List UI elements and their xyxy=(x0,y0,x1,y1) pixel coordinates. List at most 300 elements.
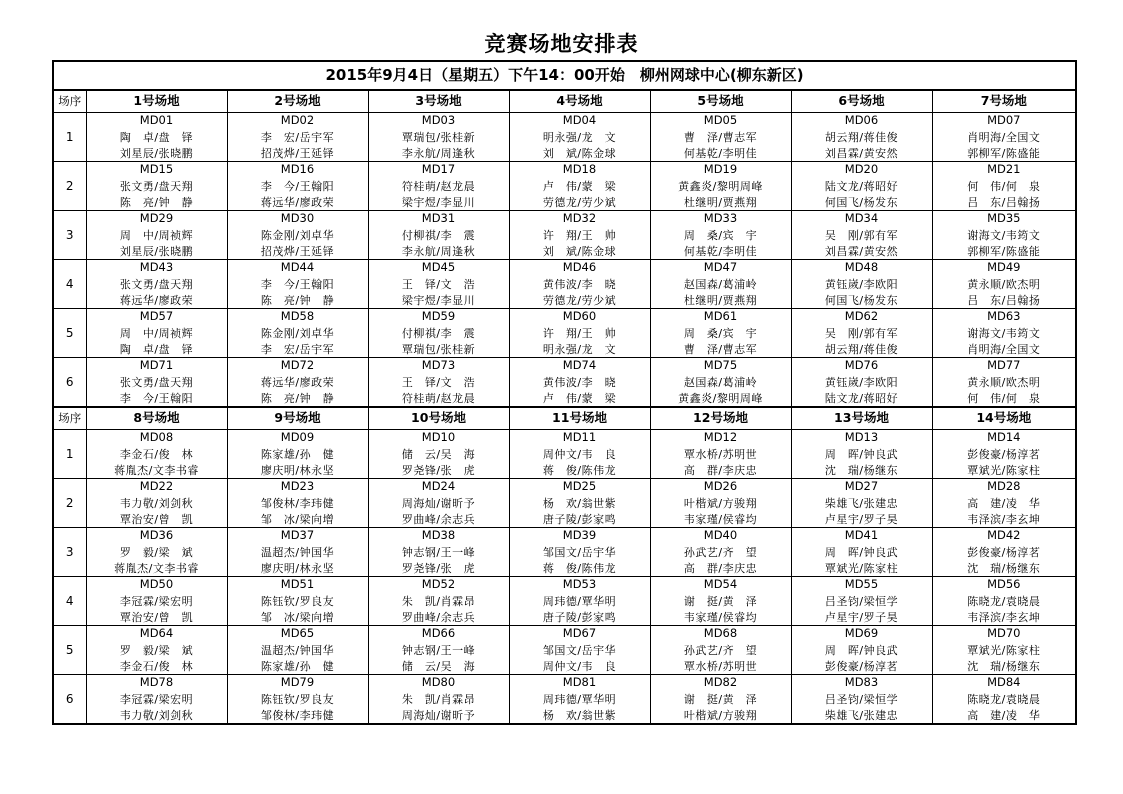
player-pair: 肖明海/全国文 xyxy=(932,129,1076,145)
player-row xyxy=(53,243,1076,260)
player-pair: 周仲文/韦 良 xyxy=(509,658,650,675)
player-row xyxy=(53,390,1076,407)
player-pair: 张文勇/盘天翔 xyxy=(86,374,227,390)
player-pair: 覃斌光/陈家柱 xyxy=(932,462,1076,479)
player-pair: 赵国森/葛浦岭 xyxy=(650,374,791,390)
player-pair: 周 桑/宾 宇 xyxy=(650,325,791,341)
match-code: MD41 xyxy=(791,528,932,545)
match-code: MD78 xyxy=(86,675,227,692)
player-row xyxy=(53,276,1076,292)
schedule-table xyxy=(52,60,1077,725)
match-code-row xyxy=(53,528,1076,545)
match-code: MD23 xyxy=(227,479,368,496)
player-pair: 赵国森/葛浦岭 xyxy=(650,276,791,292)
player-pair: 陈晓龙/袁晓晨 xyxy=(932,593,1076,609)
court-header: 8号场地 xyxy=(86,407,227,430)
match-code: MD24 xyxy=(368,479,509,496)
player-pair: 何国飞/杨发东 xyxy=(791,194,932,211)
player-pair: 谢海文/韦筠文 xyxy=(932,227,1076,243)
player-pair: 邹国文/岳宇华 xyxy=(509,642,650,658)
player-pair: 韦家瑾/侯睿均 xyxy=(650,511,791,528)
player-row xyxy=(53,707,1076,724)
match-code-row xyxy=(53,577,1076,594)
player-pair: 陈家雄/孙 健 xyxy=(227,658,368,675)
player-row xyxy=(53,374,1076,390)
player-pair: 陈 亮/钟 静 xyxy=(86,194,227,211)
match-code: MD80 xyxy=(368,675,509,692)
match-code-row xyxy=(53,626,1076,643)
player-pair: 储 云/吴 海 xyxy=(368,658,509,675)
player-pair: 覃瑞包/张桂新 xyxy=(368,129,509,145)
player-pair: 黄钰嵗/李欧阳 xyxy=(791,276,932,292)
player-pair: 周玮德/覃华明 xyxy=(509,691,650,707)
player-pair: 符桂萌/赵龙晨 xyxy=(368,178,509,194)
player-pair: 黄永顺/欧杰明 xyxy=(932,374,1076,390)
round-seq: 2 xyxy=(53,479,86,528)
match-code: MD81 xyxy=(509,675,650,692)
player-row xyxy=(53,129,1076,145)
match-code-row xyxy=(53,162,1076,179)
player-pair: 招茂烨/王延铎 xyxy=(227,243,368,260)
player-pair: 罗尧锋/张 虎 xyxy=(368,462,509,479)
round-seq: 3 xyxy=(53,211,86,260)
player-pair: 李永航/周逢秋 xyxy=(368,145,509,162)
player-pair: 黄伟波/李 晓 xyxy=(509,276,650,292)
match-code: MD61 xyxy=(650,309,791,326)
player-pair: 陈钰钦/罗良友 xyxy=(227,593,368,609)
court-header: 10号场地 xyxy=(368,407,509,430)
match-code: MD02 xyxy=(227,113,368,130)
player-pair: 柴雄飞/张建忠 xyxy=(791,707,932,724)
player-pair: 廖庆明/林永坚 xyxy=(227,560,368,577)
player-pair: 孙武艺/齐 望 xyxy=(650,642,791,658)
court-header: 11号场地 xyxy=(509,407,650,430)
match-code: MD11 xyxy=(509,430,650,447)
player-pair: 温超杰/钟国华 xyxy=(227,642,368,658)
player-pair: 蒋远华/廖政荣 xyxy=(227,374,368,390)
player-pair: 张文勇/盘天翔 xyxy=(86,276,227,292)
player-pair: 明永强/龙 文 xyxy=(509,129,650,145)
player-pair: 彭俊豪/杨淳茗 xyxy=(932,544,1076,560)
player-pair: 李冠霖/梁宏明 xyxy=(86,593,227,609)
player-pair: 陈晓龙/袁晓晨 xyxy=(932,691,1076,707)
player-row xyxy=(53,658,1076,675)
player-pair: 邹 冰/梁向增 xyxy=(227,609,368,626)
player-pair: 周仲文/韦 良 xyxy=(509,446,650,462)
match-code: MD27 xyxy=(791,479,932,496)
round-seq: 2 xyxy=(53,162,86,211)
player-pair: 韦力敬/刘剑秋 xyxy=(86,707,227,724)
player-pair: 刘 斌/陈金球 xyxy=(509,243,650,260)
player-row xyxy=(53,462,1076,479)
player-pair: 刘昌霖/黄安然 xyxy=(791,145,932,162)
player-pair: 邹俊林/李玮健 xyxy=(227,707,368,724)
match-code: MD53 xyxy=(509,577,650,594)
player-pair: 高 建/凌 华 xyxy=(932,707,1076,724)
match-code: MD57 xyxy=(86,309,227,326)
match-code-row xyxy=(53,211,1076,228)
player-row xyxy=(53,227,1076,243)
player-pair: 周 晖/钟良武 xyxy=(791,642,932,658)
player-pair: 吴 刚/郭有军 xyxy=(791,325,932,341)
match-code-row xyxy=(53,113,1076,130)
player-pair: 彭俊豪/杨淳茗 xyxy=(791,658,932,675)
match-code: MD21 xyxy=(932,162,1076,179)
match-code: MD36 xyxy=(86,528,227,545)
player-pair: 曹 泽/曹志军 xyxy=(650,129,791,145)
player-pair: 罗曲峰/余志兵 xyxy=(368,609,509,626)
player-pair: 陈金刚/刘卓华 xyxy=(227,227,368,243)
player-row xyxy=(53,544,1076,560)
player-pair: 谢海文/韦筠文 xyxy=(932,325,1076,341)
player-row xyxy=(53,609,1076,626)
match-code: MD16 xyxy=(227,162,368,179)
player-pair: 明永强/龙 文 xyxy=(509,341,650,358)
round-seq: 5 xyxy=(53,626,86,675)
player-row xyxy=(53,495,1076,511)
player-pair: 覃治安/曾 凯 xyxy=(86,511,227,528)
player-pair: 黄鑫炎/黎明周峰 xyxy=(650,390,791,407)
player-pair: 韦泽滨/李玄坤 xyxy=(932,511,1076,528)
player-pair: 钟志钢/王一峰 xyxy=(368,642,509,658)
page-title: 竞赛场地安排表 xyxy=(484,32,639,56)
player-pair: 罗尧锋/张 虎 xyxy=(368,560,509,577)
match-code: MD62 xyxy=(791,309,932,326)
player-pair: 陆文龙/蒋昭好 xyxy=(791,178,932,194)
court-header-row xyxy=(53,90,1076,113)
match-code: MD45 xyxy=(368,260,509,277)
match-code: MD31 xyxy=(368,211,509,228)
match-code: MD03 xyxy=(368,113,509,130)
court-header: 6号场地 xyxy=(791,90,932,113)
player-pair: 陈金刚/刘卓华 xyxy=(227,325,368,341)
player-pair: 吴 刚/郭有军 xyxy=(791,227,932,243)
match-code: MD26 xyxy=(650,479,791,496)
player-pair: 付柳祺/李 震 xyxy=(368,227,509,243)
player-pair: 钟志钢/王一峰 xyxy=(368,544,509,560)
player-pair: 蒋远华/廖政荣 xyxy=(86,292,227,309)
match-code-row xyxy=(53,479,1076,496)
player-pair: 李永航/周逢秋 xyxy=(368,243,509,260)
match-code-row xyxy=(53,260,1076,277)
player-pair: 朱 凯/肖霖昂 xyxy=(368,593,509,609)
player-pair: 覃斌光/陈家柱 xyxy=(932,642,1076,658)
court-header: 1号场地 xyxy=(86,90,227,113)
player-pair: 罗 毅/梁 斌 xyxy=(86,642,227,658)
court-header: 13号场地 xyxy=(791,407,932,430)
player-pair: 孙武艺/齐 望 xyxy=(650,544,791,560)
player-pair: 黄钰嵗/李欧阳 xyxy=(791,374,932,390)
round-seq: 1 xyxy=(53,113,86,162)
player-pair: 梁宇煜/李显川 xyxy=(368,292,509,309)
player-pair: 邹国文/岳宇华 xyxy=(509,544,650,560)
player-pair: 沈 瑞/杨继东 xyxy=(791,462,932,479)
player-pair: 卢星宇/罗子昊 xyxy=(791,511,932,528)
match-code: MD09 xyxy=(227,430,368,447)
player-pair: 陶 卓/盘 铎 xyxy=(86,129,227,145)
player-pair: 杜继明/贾燕翔 xyxy=(650,194,791,211)
player-pair: 温超杰/钟国华 xyxy=(227,544,368,560)
seq-header: 场序 xyxy=(53,407,86,430)
player-row xyxy=(53,325,1076,341)
match-code: MD44 xyxy=(227,260,368,277)
court-header: 14号场地 xyxy=(932,407,1076,430)
player-pair: 唐子陵/彭家鸣 xyxy=(509,609,650,626)
player-pair: 蒋 俊/陈伟龙 xyxy=(509,462,650,479)
player-pair: 覃水桥/苏明世 xyxy=(650,446,791,462)
player-row xyxy=(53,642,1076,658)
player-pair: 朱 凯/肖霖昂 xyxy=(368,691,509,707)
match-code: MD06 xyxy=(791,113,932,130)
player-pair: 陶 卓/盘 铎 xyxy=(86,341,227,358)
match-code: MD47 xyxy=(650,260,791,277)
player-pair: 吕圣钧/梁恒学 xyxy=(791,691,932,707)
player-pair: 王 铎/文 浩 xyxy=(368,276,509,292)
player-pair: 陈 亮/钟 静 xyxy=(227,292,368,309)
player-pair: 黄鑫炎/黎明周峰 xyxy=(650,178,791,194)
player-pair: 李 宏/岳宇军 xyxy=(227,341,368,358)
player-pair: 刘星辰/张晓鹏 xyxy=(86,243,227,260)
player-pair: 周 桑/宾 宇 xyxy=(650,227,791,243)
player-pair: 韦家瑾/侯睿均 xyxy=(650,609,791,626)
player-pair: 彭俊豪/杨淳茗 xyxy=(932,446,1076,462)
player-pair: 覃斌光/陈家柱 xyxy=(791,560,932,577)
match-code: MD40 xyxy=(650,528,791,545)
player-pair: 王 铎/文 浩 xyxy=(368,374,509,390)
player-pair: 蒋胤杰/文李书睿 xyxy=(86,560,227,577)
match-code: MD82 xyxy=(650,675,791,692)
player-pair: 柴雄飞/张建忠 xyxy=(791,495,932,511)
match-code: MD63 xyxy=(932,309,1076,326)
match-code: MD14 xyxy=(932,430,1076,447)
player-pair: 卢星宇/罗子昊 xyxy=(791,609,932,626)
match-code: MD30 xyxy=(227,211,368,228)
player-pair: 李金石/俊 林 xyxy=(86,658,227,675)
match-code-row xyxy=(53,675,1076,692)
court-header: 9号场地 xyxy=(227,407,368,430)
match-code: MD76 xyxy=(791,358,932,375)
match-code: MD49 xyxy=(932,260,1076,277)
player-pair: 蒋远华/廖政荣 xyxy=(227,194,368,211)
match-code: MD64 xyxy=(86,626,227,643)
player-pair: 周 中/周祯辉 xyxy=(86,325,227,341)
player-row xyxy=(53,511,1076,528)
player-pair: 符桂萌/赵龙晨 xyxy=(368,390,509,407)
match-code: MD15 xyxy=(86,162,227,179)
match-code: MD56 xyxy=(932,577,1076,594)
match-code: MD10 xyxy=(368,430,509,447)
match-code: MD29 xyxy=(86,211,227,228)
player-pair: 梁宇煜/李显川 xyxy=(368,194,509,211)
player-pair: 韦力敬/刘剑秋 xyxy=(86,495,227,511)
match-code: MD46 xyxy=(509,260,650,277)
player-row xyxy=(53,446,1076,462)
match-code: MD59 xyxy=(368,309,509,326)
match-code: MD25 xyxy=(509,479,650,496)
player-pair: 韦泽滨/李玄坤 xyxy=(932,609,1076,626)
player-pair: 劳德龙/劳少斌 xyxy=(509,194,650,211)
match-code-row xyxy=(53,358,1076,375)
match-code: MD72 xyxy=(227,358,368,375)
match-code: MD28 xyxy=(932,479,1076,496)
player-row xyxy=(53,178,1076,194)
player-pair: 何 伟/何 泉 xyxy=(932,178,1076,194)
match-code: MD77 xyxy=(932,358,1076,375)
round-seq: 4 xyxy=(53,260,86,309)
match-code: MD34 xyxy=(791,211,932,228)
player-pair: 沈 瑞/杨继东 xyxy=(932,658,1076,675)
player-pair: 许 翔/王 帅 xyxy=(509,227,650,243)
match-code: MD19 xyxy=(650,162,791,179)
match-code: MD39 xyxy=(509,528,650,545)
match-code: MD20 xyxy=(791,162,932,179)
round-seq: 6 xyxy=(53,675,86,725)
match-code: MD35 xyxy=(932,211,1076,228)
match-code: MD52 xyxy=(368,577,509,594)
player-pair: 卢 伟/蒙 梁 xyxy=(509,390,650,407)
player-pair: 周 晖/钟良武 xyxy=(791,446,932,462)
seq-header: 场序 xyxy=(53,90,86,113)
match-code: MD42 xyxy=(932,528,1076,545)
player-pair: 吕圣钧/梁恒学 xyxy=(791,593,932,609)
player-pair: 李 今/王翰阳 xyxy=(227,276,368,292)
round-seq: 5 xyxy=(53,309,86,358)
match-code: MD08 xyxy=(86,430,227,447)
match-code: MD17 xyxy=(368,162,509,179)
player-pair: 邹俊林/李玮健 xyxy=(227,495,368,511)
player-pair: 高 建/凌 华 xyxy=(932,495,1076,511)
player-pair: 陈钰钦/罗良友 xyxy=(227,691,368,707)
player-pair: 叶楷斌/方骏翔 xyxy=(650,495,791,511)
player-row xyxy=(53,145,1076,162)
match-code: MD01 xyxy=(86,113,227,130)
player-row xyxy=(53,691,1076,707)
player-pair: 邹 冰/梁向增 xyxy=(227,511,368,528)
player-pair: 高 群/李庆忠 xyxy=(650,560,791,577)
match-code: MD66 xyxy=(368,626,509,643)
match-code: MD67 xyxy=(509,626,650,643)
match-code: MD33 xyxy=(650,211,791,228)
match-code-row xyxy=(53,430,1076,447)
player-pair: 付柳祺/李 震 xyxy=(368,325,509,341)
match-code: MD13 xyxy=(791,430,932,447)
court-header-row xyxy=(53,407,1076,430)
match-code: MD51 xyxy=(227,577,368,594)
player-pair: 何基乾/李明佳 xyxy=(650,145,791,162)
player-pair: 肖明海/全国文 xyxy=(932,341,1076,358)
player-pair: 陈 亮/钟 静 xyxy=(227,390,368,407)
round-seq: 1 xyxy=(53,430,86,479)
player-pair: 覃瑞包/张桂新 xyxy=(368,341,509,358)
match-code: MD54 xyxy=(650,577,791,594)
match-code: MD50 xyxy=(86,577,227,594)
round-seq: 6 xyxy=(53,358,86,408)
player-pair: 李 宏/岳宇军 xyxy=(227,129,368,145)
player-pair: 陆文龙/蒋昭好 xyxy=(791,390,932,407)
player-pair: 廖庆明/林永坚 xyxy=(227,462,368,479)
match-code: MD65 xyxy=(227,626,368,643)
player-pair: 杜继明/贾燕翔 xyxy=(650,292,791,309)
player-row xyxy=(53,341,1076,358)
player-pair: 周玮德/覃华明 xyxy=(509,593,650,609)
match-code: MD79 xyxy=(227,675,368,692)
player-pair: 曹 泽/曹志军 xyxy=(650,341,791,358)
player-pair: 周海灿/谢昕予 xyxy=(368,707,509,724)
player-row xyxy=(53,560,1076,577)
court-header: 5号场地 xyxy=(650,90,791,113)
player-pair: 何基乾/李明佳 xyxy=(650,243,791,260)
player-row xyxy=(53,292,1076,309)
player-pair: 刘 斌/陈金球 xyxy=(509,145,650,162)
player-pair: 蒋胤杰/文李书睿 xyxy=(86,462,227,479)
court-header: 4号场地 xyxy=(509,90,650,113)
player-pair: 郭柳军/陈盛能 xyxy=(932,243,1076,260)
player-pair: 谢 挺/黄 泽 xyxy=(650,593,791,609)
player-pair: 谢 挺/黄 泽 xyxy=(650,691,791,707)
player-pair: 李金石/俊 林 xyxy=(86,446,227,462)
match-code: MD43 xyxy=(86,260,227,277)
player-pair: 郭柳军/陈盛能 xyxy=(932,145,1076,162)
player-pair: 罗 毅/梁 斌 xyxy=(86,544,227,560)
court-header: 7号场地 xyxy=(932,90,1076,113)
player-pair: 唐子陵/彭家鸣 xyxy=(509,511,650,528)
player-pair: 劳德龙/劳少斌 xyxy=(509,292,650,309)
player-pair: 何 伟/何 泉 xyxy=(932,390,1076,407)
match-code: MD05 xyxy=(650,113,791,130)
schedule-subtitle: 2015年9月4日（星期五）下午14：00开始 柳州网球中心(柳东新区) xyxy=(53,61,1076,90)
player-pair: 李 今/王翰阳 xyxy=(227,178,368,194)
player-pair: 蒋 俊/陈伟龙 xyxy=(509,560,650,577)
court-header: 2号场地 xyxy=(227,90,368,113)
match-code: MD58 xyxy=(227,309,368,326)
match-code: MD48 xyxy=(791,260,932,277)
match-code: MD70 xyxy=(932,626,1076,643)
player-pair: 覃水桥/苏明世 xyxy=(650,658,791,675)
player-pair: 刘昌霖/黄安然 xyxy=(791,243,932,260)
round-seq: 4 xyxy=(53,577,86,626)
player-pair: 刘星辰/张晓鹏 xyxy=(86,145,227,162)
player-pair: 吕 东/吕翰扬 xyxy=(932,194,1076,211)
match-code: MD69 xyxy=(791,626,932,643)
match-code: MD55 xyxy=(791,577,932,594)
match-code: MD04 xyxy=(509,113,650,130)
player-pair: 储 云/吴 海 xyxy=(368,446,509,462)
player-row xyxy=(53,593,1076,609)
player-pair: 何国飞/杨发东 xyxy=(791,292,932,309)
match-code: MD84 xyxy=(932,675,1076,692)
match-code: MD60 xyxy=(509,309,650,326)
match-code: MD18 xyxy=(509,162,650,179)
court-header: 12号场地 xyxy=(650,407,791,430)
player-pair: 黄伟波/李 晓 xyxy=(509,374,650,390)
player-pair: 叶楷斌/方骏翔 xyxy=(650,707,791,724)
player-pair: 张文勇/盘天翔 xyxy=(86,178,227,194)
match-code: MD68 xyxy=(650,626,791,643)
round-seq: 3 xyxy=(53,528,86,577)
player-pair: 胡云翔/蒋佳俊 xyxy=(791,129,932,145)
match-code: MD12 xyxy=(650,430,791,447)
match-code: MD74 xyxy=(509,358,650,375)
player-pair: 吕 东/吕翰扬 xyxy=(932,292,1076,309)
player-pair: 李 今/王翰阳 xyxy=(86,390,227,407)
player-pair: 黄永顺/欧杰明 xyxy=(932,276,1076,292)
match-code: MD22 xyxy=(86,479,227,496)
player-pair: 罗曲峰/余志兵 xyxy=(368,511,509,528)
match-code: MD83 xyxy=(791,675,932,692)
match-code: MD73 xyxy=(368,358,509,375)
match-code: MD75 xyxy=(650,358,791,375)
match-code: MD37 xyxy=(227,528,368,545)
